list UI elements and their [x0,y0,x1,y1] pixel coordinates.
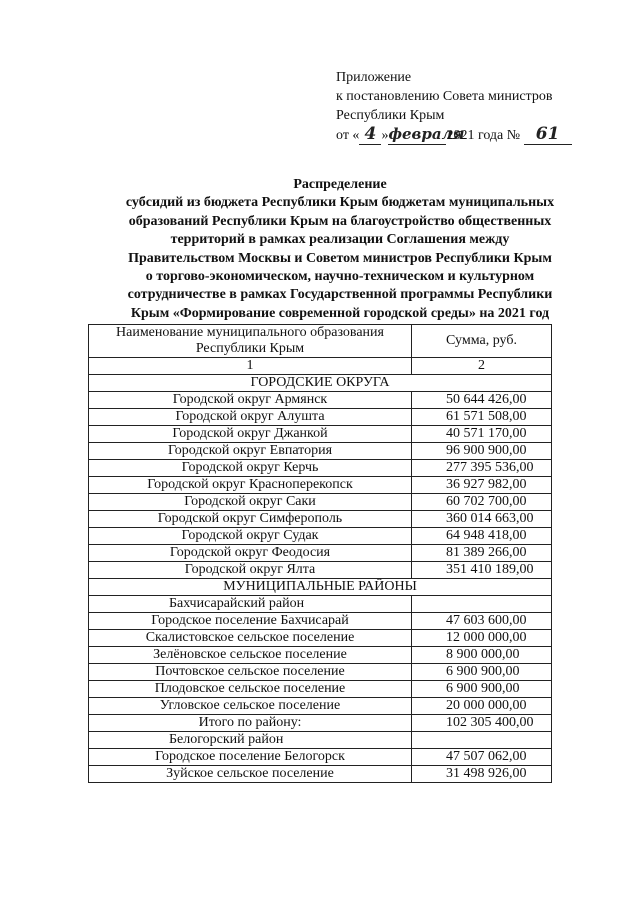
municipality-name: Городской округ Армянск [89,392,412,409]
title-line: субсидий из бюджета Республики Крым бюджетам муниципальных [125,195,555,211]
subsidy-amount: 61 571 508,00 [412,409,552,426]
municipality-name: Зуйское сельское поселение [89,766,412,783]
table-row [89,630,552,647]
col1-header-line1: Наименование муниципального образования [116,325,384,340]
title-line: Правительством Москвы и Советом министров Республики Крым [128,250,552,266]
municipality-name: Городской округ Ялта [89,562,412,579]
table-row [89,681,552,698]
appendix-block [336,68,572,145]
table-header-row [89,325,552,358]
table-row [89,494,552,511]
handwritten-day: 4 [359,125,381,145]
table-row [89,528,552,545]
section-row-districts [89,579,552,596]
table-row [89,562,552,579]
subsidy-amount: 47 507 062,00 [412,749,552,766]
from-prefix: от « [336,128,360,143]
subsidy-amount: 8 900 000,00 [412,647,552,664]
municipality-name: Плодовское сельское поселение [89,681,412,698]
subsidy-amount: 12 000 000,00 [412,630,552,647]
table-row [89,443,552,460]
municipality-name: Почтовское сельское поселение [89,664,412,681]
urban-rows [89,392,552,579]
title-heading: Распределение [293,177,387,192]
municipality-name: Городской округ Феодосия [89,545,412,562]
district-name: Бахчисарайский район [89,596,412,613]
subsidy-amount: 6 900 900,00 [412,664,552,681]
municipality-name: Угловское сельское поселение [89,698,412,715]
empty-cell [412,596,552,613]
table-row [89,749,552,766]
subsidy-amount: 47 603 600,00 [412,613,552,630]
title-line: образований Республики Крым на благоустройство общественных [128,213,552,229]
section-row-urban [89,375,552,392]
municipality-name: Зелёновское сельское поселение [89,647,412,664]
empty-cell [412,732,552,749]
col2-header: Сумма, руб. [412,325,552,358]
subsidy-amount: 64 948 418,00 [412,528,552,545]
district2-rows [89,749,552,783]
subsidy-amount: 50 644 426,00 [412,392,552,409]
municipality-name: Городской округ Симферополь [89,511,412,528]
municipality-name: Городской округ Алушта [89,409,412,426]
subsidy-amount: 60 702 700,00 [412,494,552,511]
municipality-name: Городское поселение Бахчисарай [89,613,412,630]
appendix-line-1: Приложение [336,70,412,85]
col1-header-line2: Республики Крым [195,341,305,356]
subsidy-amount: 96 900 900,00 [412,443,552,460]
subsidy-amount: 40 571 170,00 [412,426,552,443]
municipality-name: Городской округ Судак [89,528,412,545]
title-line: Крым «Формирование современной городской среды» на 2021 год [130,305,550,321]
appendix-line-2: к постановлению Совета министров [336,89,553,104]
table-row [89,409,552,426]
municipality-name: Городской округ Керчь [89,460,412,477]
district-header-row [89,596,552,613]
handwritten-number: 61 [524,125,572,145]
col2-number: 2 [412,358,552,375]
table-row [89,664,552,681]
title-line: территорий в рамках реализации Соглашения между [170,232,510,248]
title-line: о торгово-экономическом, научно-техническом и культурном [145,269,535,285]
municipality-name: Городской округ Саки [89,494,412,511]
table-row [89,647,552,664]
subsidy-amount: 20 000 000,00 [412,698,552,715]
subsidy-amount: 36 927 982,00 [412,477,552,494]
municipality-name: Городской округ Джанкой [89,426,412,443]
table-row [89,545,552,562]
col1-number: 1 [89,358,412,375]
subsidy-amount: 277 395 536,00 [412,460,552,477]
municipality-name: Городской округ Красноперекопск [89,477,412,494]
handwritten-month: февраля [388,125,465,143]
col1-header [89,325,412,358]
subsidy-amount: 81 389 266,00 [412,545,552,562]
table-row [89,511,552,528]
appendix-date-line [336,125,572,145]
table-row [89,460,552,477]
table-row [89,426,552,443]
quote-close: » [381,128,389,143]
column-number-row [89,358,552,375]
district-total-row [89,715,552,732]
subsidy-amount: 360 014 663,00 [412,511,552,528]
subsidy-table [88,324,552,783]
municipality-name: Скалистовское сельское поселение [89,630,412,647]
document-title [60,176,620,323]
district1-rows [89,613,552,715]
district-name: Белогорский район [89,732,412,749]
table-row [89,698,552,715]
section-title: ГОРОДСКИЕ ОКРУГА [89,375,552,392]
district-total-label: Итого по району: [89,715,412,732]
subsidy-amount: 31 498 926,00 [412,766,552,783]
district-header-row [89,732,552,749]
table-row [89,477,552,494]
municipality-name: Городское поселение Белогорск [89,749,412,766]
subsidy-amount: 6 900 900,00 [412,681,552,698]
year-text: 2021 года № [446,128,521,143]
title-line: сотрудничестве в рамках Государственной программы Республики [127,287,553,303]
appendix-line-3: Республики Крым [336,108,445,123]
table-row [89,613,552,630]
section-title: МУНИЦИПАЛЬНЫЕ РАЙОНЫ [89,579,552,596]
subsidy-amount: 351 410 189,00 [412,562,552,579]
district-total-sum: 102 305 400,00 [412,715,552,732]
table-row [89,392,552,409]
table-row [89,766,552,783]
municipality-name: Городской округ Евпатория [89,443,412,460]
